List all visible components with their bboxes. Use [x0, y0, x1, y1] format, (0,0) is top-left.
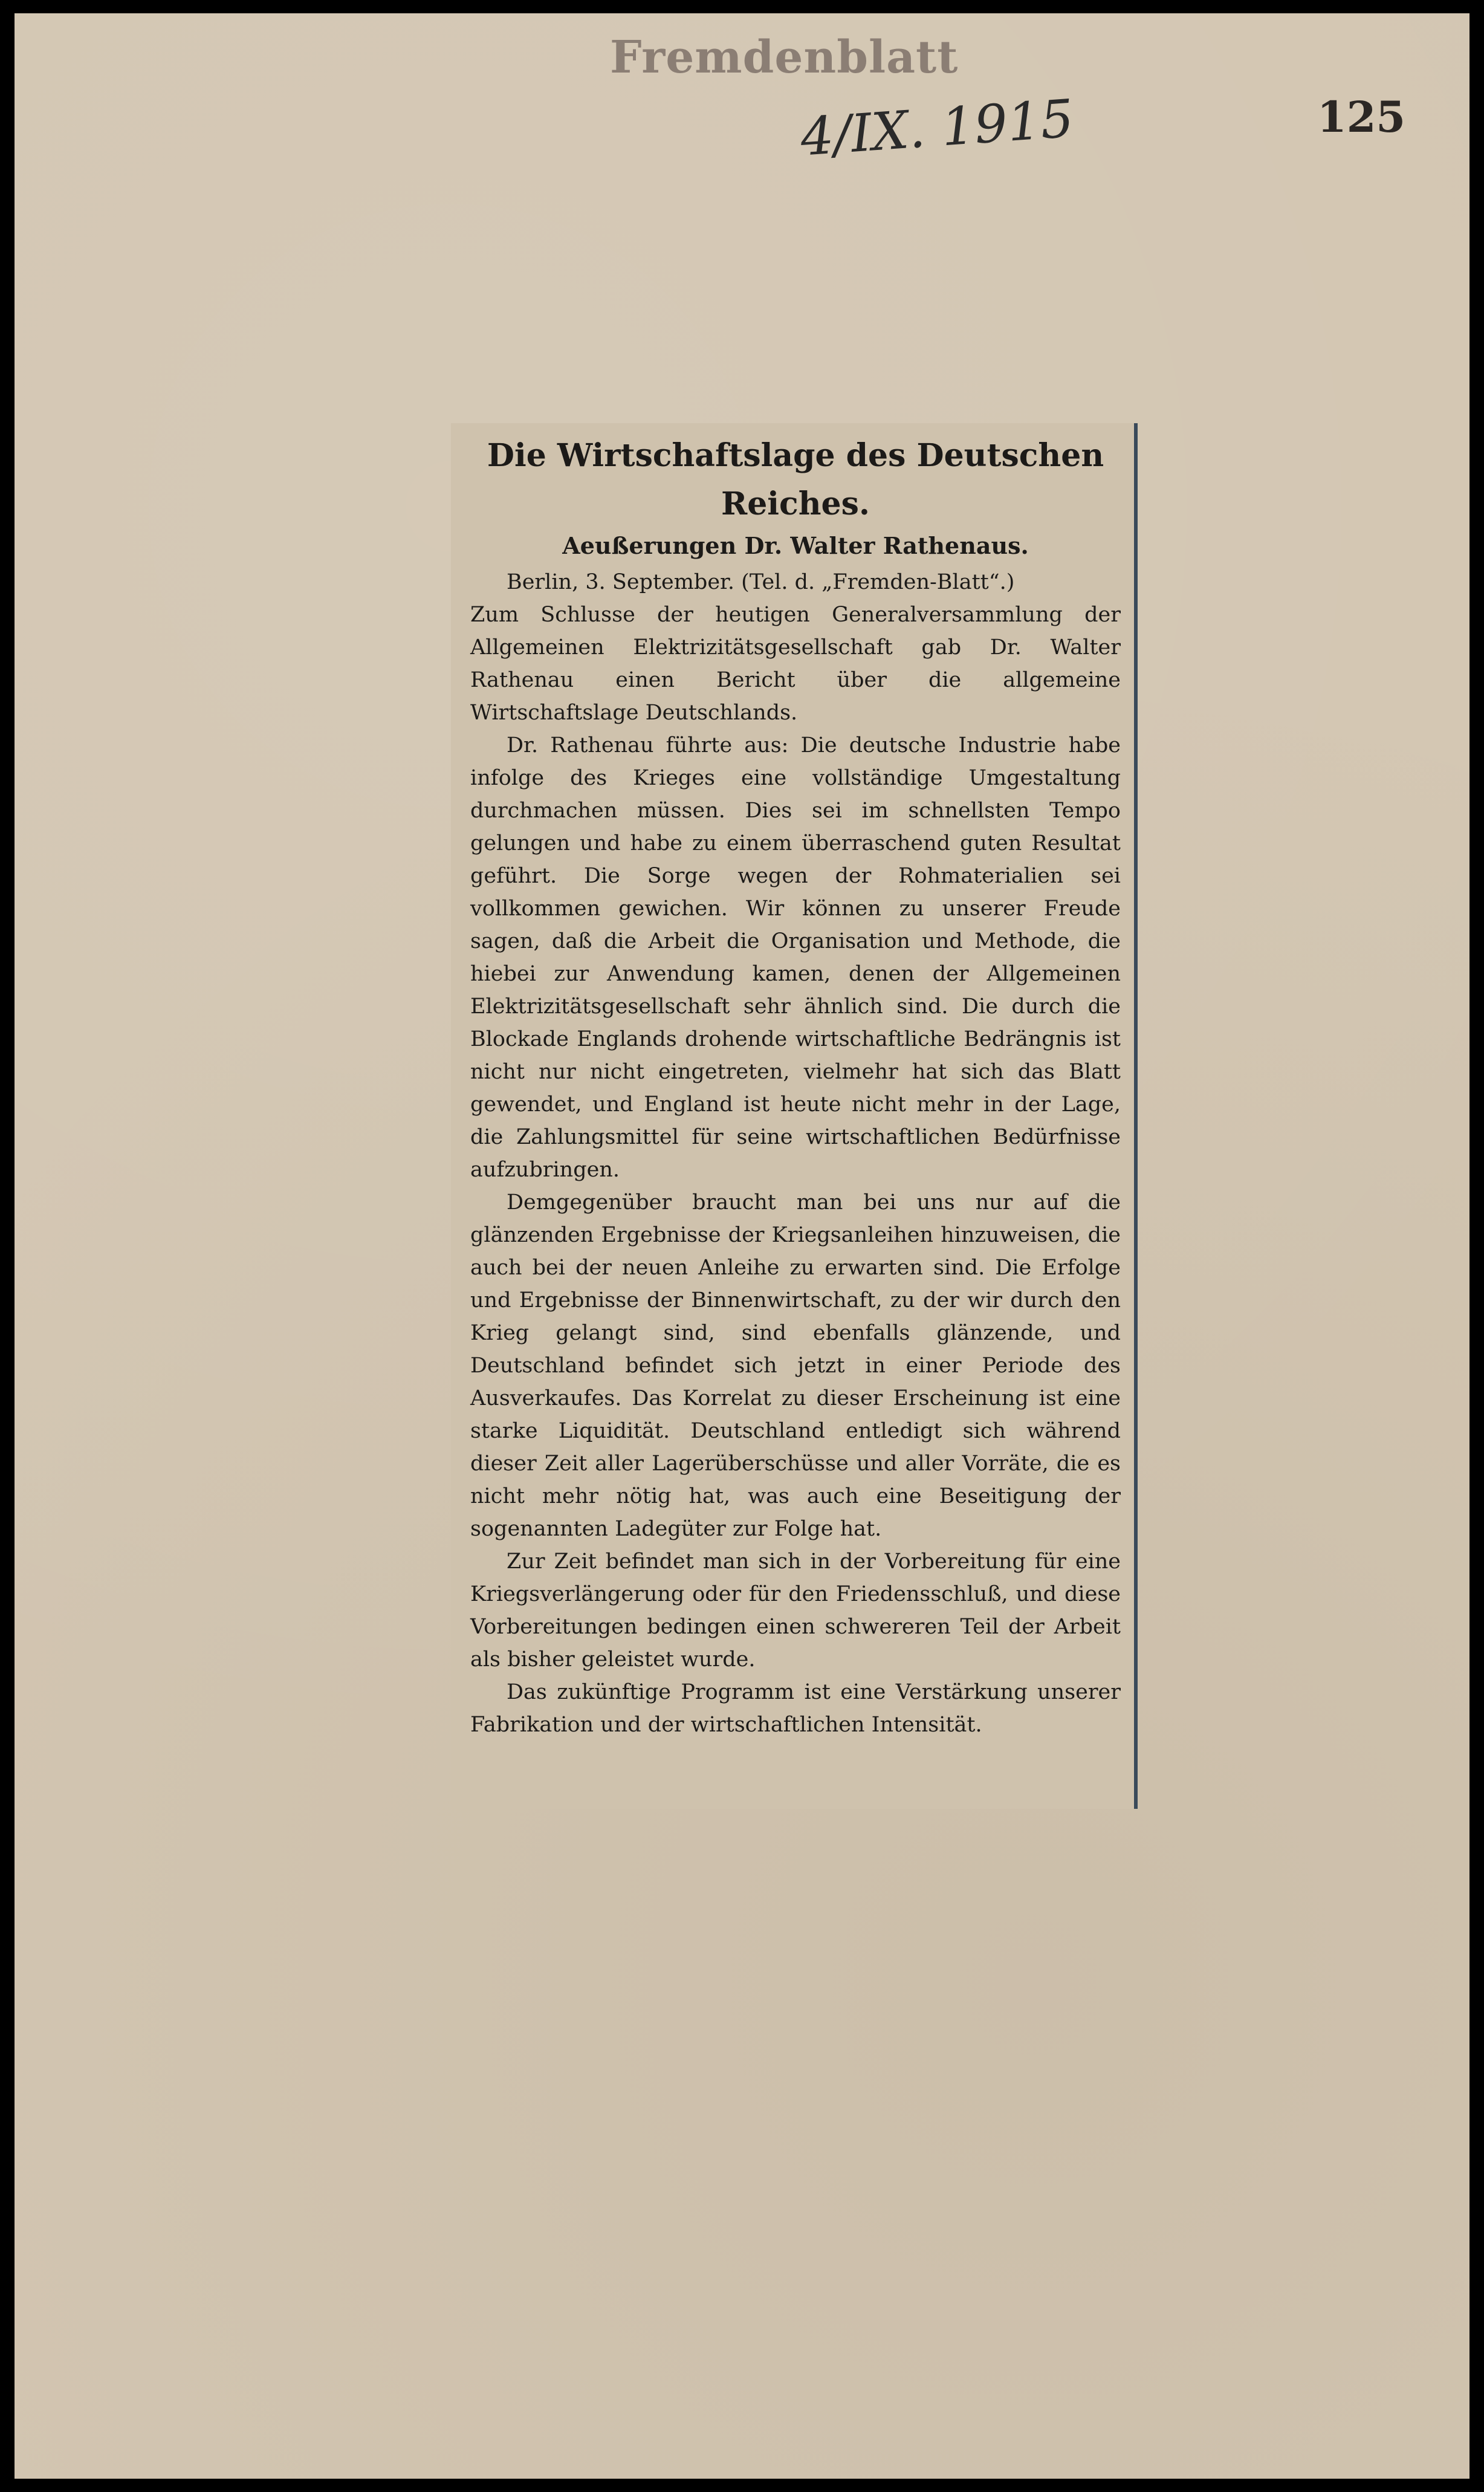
article-paragraph: Zur Zeit befindet man sich in der Vorbereitung für eine Kriegsverlängerung oder für den Friedensschluß, und diese Vorbereitungen bedingen einen schwereren Teil der Arbeit als bisher geleistet wurde. — [470, 1549, 1121, 1672]
article-paragraph: Das zukünftige Programm ist eine Verstärkung unserer Fabrikation und der wirtschaftlichen Intensität. — [470, 1680, 1121, 1737]
article-paragraph: Zum Schlusse der heutigen Generalversammlung der Allgemeinen Elektrizitätsgesellschaft gab Dr. Walter Rathenau einen Bericht über die allgemeine Wirtschaftslage Deutschlands. — [470, 603, 1121, 725]
article-headline: Die Wirtschaftslage des Deutschen Reiches. — [487, 437, 1104, 522]
handwritten-date: 4/IX. 1915 — [799, 88, 1076, 168]
article-dateline: Berlin, 3. September. (Tel. d. „Fremden-Blatt“.) — [507, 570, 1015, 594]
article-paragraph: Demgegenüber braucht man bei uns nur auf die glänzenden Ergebnisse der Kriegsanleihen hinzuweisen, die auch bei der neuen Anleihe zu erwarten sind. Die Erfolge und Ergebnisse der Binnenwirtschaft, zu der wir durch den Krieg gelangt sind, sind ebenfalls glänzende, und Deutschland befindet sich jetzt in einer Periode des Ausverkaufes. Das Korrelat zu dieser Erscheinung ist eine starke Liquidität. Deutschland entledigt sich während dieser Zeit aller Lagerüberschüsse und aller Vorräte, die es nicht mehr nötig hat, was auch eine Beseitigung der sogenannten Ladegüter zur Folge hat. — [470, 1190, 1121, 1541]
newspaper-stamp: Fremdenblatt — [610, 31, 959, 83]
article-subheadline: Aeußerungen Dr. Walter Rathenaus. — [562, 532, 1029, 559]
archive-page — [15, 13, 1469, 2479]
article-paragraph: Dr. Rathenau führte aus: Die deutsche Industrie habe infolge des Krieges eine vollständige Umgestaltung durchmachen müssen. Dies sei im schnellsten Tempo gelungen und habe zu einem überraschend guten Resultat geführt. Die Sorge wegen der Rohmaterialien sei vollkommen gewichen. Wir können zu unserer Freude sagen, daß die Arbeit die Organisation und Methode, die hiebei zur Anwendung kamen, denen der Allgemeinen Elektrizitätsgesellschaft sehr ähnlich sind. Die durch die Blockade Englands drohende wirtschaftliche Bedrängnis ist nicht nur nicht eingetreten, vielmehr hat sich das Blatt gewendet, und England ist heute nicht mehr in der Lage, die Zahlungsmittel für seine wirtschaftlichen Bedürfnisse aufzubringen. — [470, 733, 1121, 1182]
newspaper-clipping — [451, 423, 1138, 1809]
page-number: 125 — [1317, 92, 1406, 142]
